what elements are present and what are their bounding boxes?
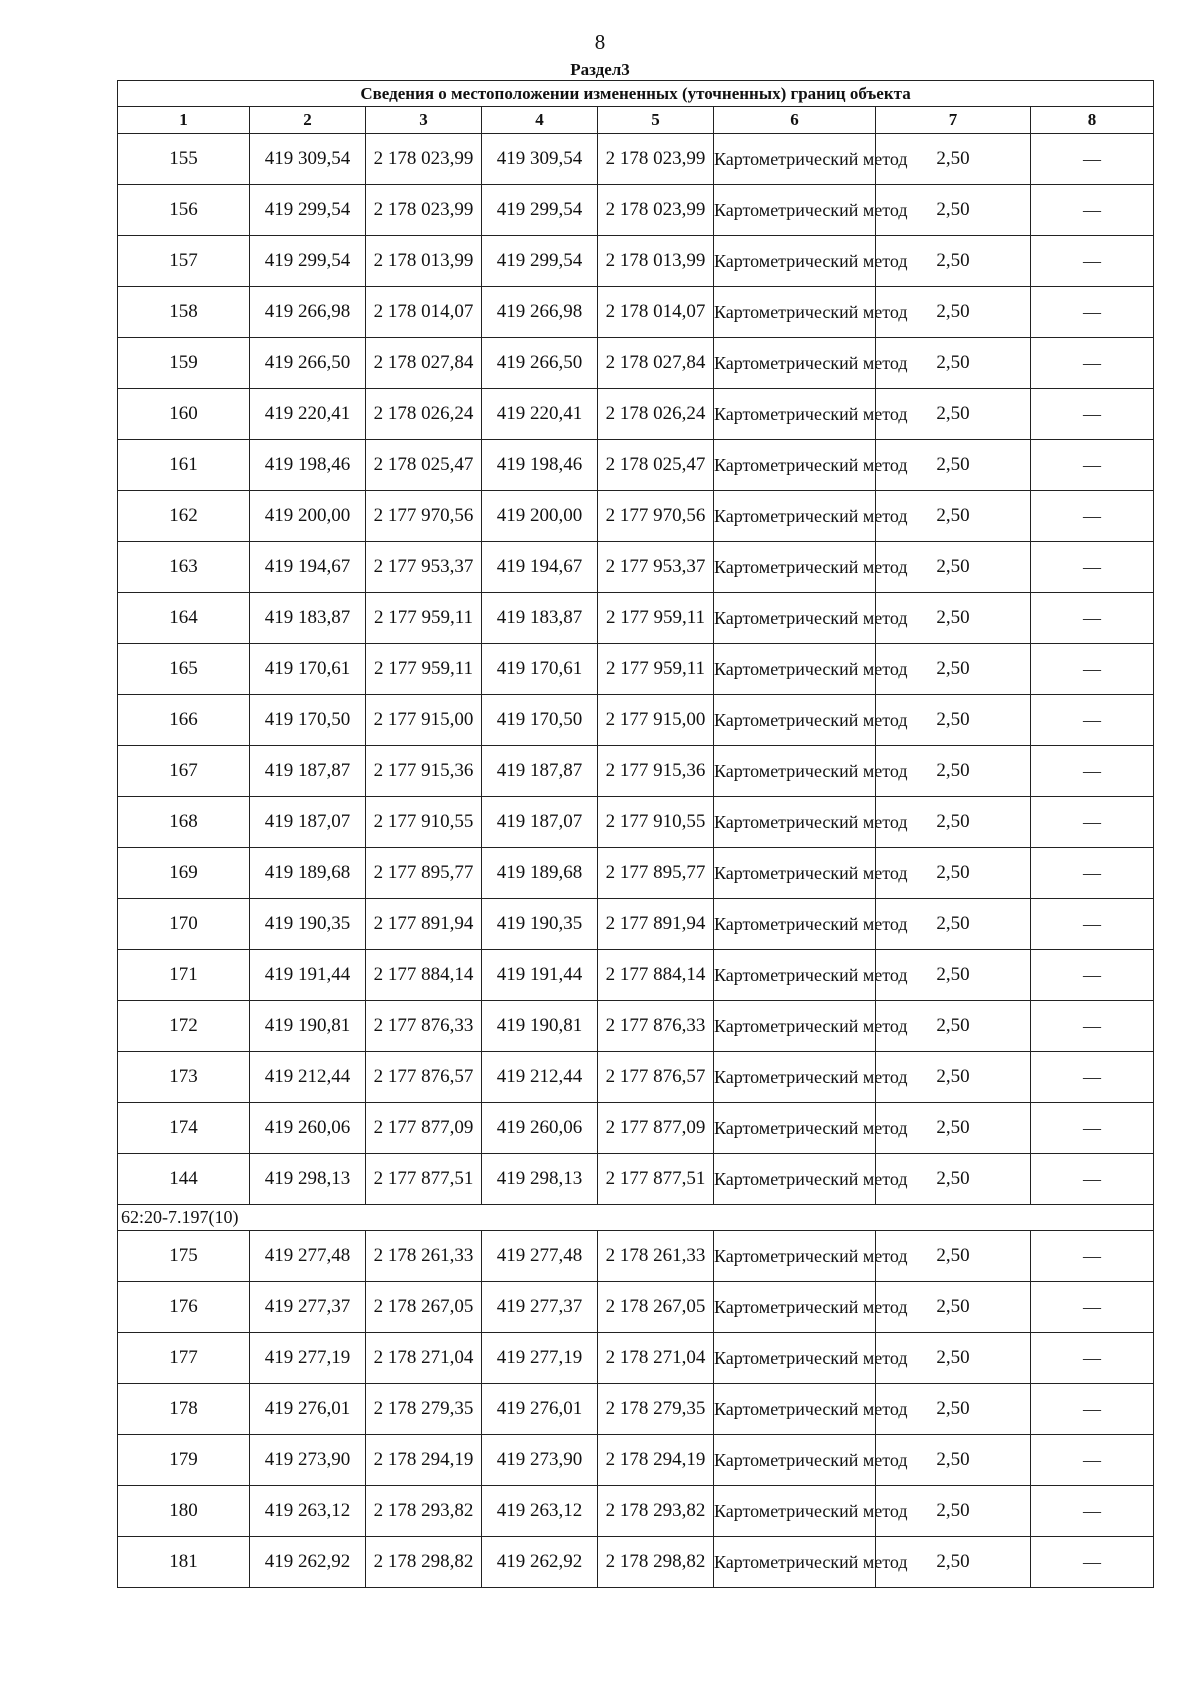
accuracy-cell: 2,50: [876, 1103, 1031, 1154]
point-number-cell: 172: [118, 1001, 250, 1052]
note-cell: —: [1031, 848, 1154, 899]
note-cell: —: [1031, 440, 1154, 491]
method-cell: Картометрический метод: [714, 389, 876, 440]
coordinate-cell: 419 262,92: [250, 1537, 366, 1588]
coordinate-cell: 2 178 014,07: [366, 287, 482, 338]
point-number-cell: 177: [118, 1333, 250, 1384]
point-number-cell: 167: [118, 746, 250, 797]
coordinate-cell: 419 183,87: [250, 593, 366, 644]
table-row: [118, 389, 1154, 440]
accuracy-cell: 2,50: [876, 440, 1031, 491]
coordinate-cell: 419 262,92: [482, 1537, 598, 1588]
accuracy-cell: 2,50: [876, 185, 1031, 236]
coordinate-cell: 2 177 876,57: [598, 1052, 714, 1103]
coordinate-cell: 419 189,68: [250, 848, 366, 899]
table-row: [118, 1001, 1154, 1052]
point-number-cell: 161: [118, 440, 250, 491]
coordinate-cell: 419 190,81: [250, 1001, 366, 1052]
note-cell: —: [1031, 1333, 1154, 1384]
method-cell: Картометрический метод: [714, 746, 876, 797]
method-cell: Картометрический метод: [714, 287, 876, 338]
coordinate-cell: 2 178 023,99: [366, 134, 482, 185]
point-number-cell: 176: [118, 1282, 250, 1333]
cadastral-block-label: 62:20-7.197(10): [118, 1205, 1154, 1231]
coordinate-cell: 2 177 959,11: [598, 644, 714, 695]
column-number: 7: [876, 107, 1031, 134]
coordinate-cell: 419 263,12: [482, 1486, 598, 1537]
method-cell: Картометрический метод: [714, 1486, 876, 1537]
coordinate-cell: 419 220,41: [250, 389, 366, 440]
method-cell: Картометрический метод: [714, 491, 876, 542]
note-cell: —: [1031, 695, 1154, 746]
method-cell: Картометрический метод: [714, 1282, 876, 1333]
coordinate-cell: 419 220,41: [482, 389, 598, 440]
coordinate-cell: 2 178 023,99: [598, 185, 714, 236]
coordinate-cell: 2 178 267,05: [366, 1282, 482, 1333]
coordinate-cell: 2 178 027,84: [598, 338, 714, 389]
point-number-cell: 163: [118, 542, 250, 593]
coordinate-cell: 2 178 026,24: [366, 389, 482, 440]
table-row: [118, 185, 1154, 236]
method-cell: Картометрический метод: [714, 644, 876, 695]
accuracy-cell: 2,50: [876, 491, 1031, 542]
coordinate-cell: 2 177 877,09: [366, 1103, 482, 1154]
column-number: 4: [482, 107, 598, 134]
coordinate-cell: 419 170,61: [482, 644, 598, 695]
accuracy-cell: 2,50: [876, 1486, 1031, 1537]
method-cell: Картометрический метод: [714, 1537, 876, 1588]
note-cell: —: [1031, 542, 1154, 593]
table-row: [118, 1282, 1154, 1333]
coordinate-cell: 2 177 891,94: [598, 899, 714, 950]
note-cell: —: [1031, 1537, 1154, 1588]
accuracy-cell: 2,50: [876, 1154, 1031, 1205]
coordinate-cell: 419 299,54: [250, 236, 366, 287]
coordinate-cell: 2 178 013,99: [598, 236, 714, 287]
coordinate-cell: 419 277,19: [482, 1333, 598, 1384]
note-cell: —: [1031, 950, 1154, 1001]
coordinate-cell: 419 212,44: [250, 1052, 366, 1103]
table-row: [118, 1537, 1154, 1588]
coordinate-cell: 2 177 910,55: [598, 797, 714, 848]
table-row: [118, 287, 1154, 338]
method-cell: Картометрический метод: [714, 695, 876, 746]
table-row: [118, 848, 1154, 899]
coordinate-cell: 2 178 294,19: [598, 1435, 714, 1486]
note-cell: —: [1031, 1154, 1154, 1205]
point-number-cell: 174: [118, 1103, 250, 1154]
column-number: 8: [1031, 107, 1154, 134]
accuracy-cell: 2,50: [876, 1282, 1031, 1333]
coordinate-cell: 2 177 915,00: [366, 695, 482, 746]
coordinate-cell: 419 191,44: [250, 950, 366, 1001]
accuracy-cell: 2,50: [876, 797, 1031, 848]
point-number-cell: 165: [118, 644, 250, 695]
coordinate-cell: 419 276,01: [250, 1384, 366, 1435]
coordinate-cell: 419 260,06: [482, 1103, 598, 1154]
point-number-cell: 166: [118, 695, 250, 746]
section-title: Раздел3: [570, 60, 630, 79]
coordinate-cell: 419 187,87: [250, 746, 366, 797]
coordinate-cell: 419 266,50: [250, 338, 366, 389]
column-number: 1: [118, 107, 250, 134]
note-cell: —: [1031, 1052, 1154, 1103]
table-body: [118, 134, 1154, 1588]
coordinate-cell: 2 178 279,35: [598, 1384, 714, 1435]
coordinate-cell: 2 177 884,14: [366, 950, 482, 1001]
coordinate-cell: 2 178 014,07: [598, 287, 714, 338]
accuracy-cell: 2,50: [876, 848, 1031, 899]
note-cell: —: [1031, 389, 1154, 440]
coordinate-cell: 2 178 023,99: [598, 134, 714, 185]
note-cell: —: [1031, 287, 1154, 338]
coordinate-cell: 419 190,81: [482, 1001, 598, 1052]
coordinate-cell: 2 177 895,77: [366, 848, 482, 899]
point-number-cell: 144: [118, 1154, 250, 1205]
note-cell: —: [1031, 1103, 1154, 1154]
method-cell: Картометрический метод: [714, 1052, 876, 1103]
method-cell: Картометрический метод: [714, 1435, 876, 1486]
coordinate-cell: 2 177 876,33: [598, 1001, 714, 1052]
coordinate-cell: 419 309,54: [482, 134, 598, 185]
method-cell: Картометрический метод: [714, 1103, 876, 1154]
coordinate-cell: 2 177 915,00: [598, 695, 714, 746]
accuracy-cell: 2,50: [876, 1537, 1031, 1588]
column-number: 3: [366, 107, 482, 134]
point-number-cell: 178: [118, 1384, 250, 1435]
coordinate-cell: 419 183,87: [482, 593, 598, 644]
coordinate-cell: 419 266,98: [482, 287, 598, 338]
coordinate-cell: 2 177 877,51: [366, 1154, 482, 1205]
coordinate-cell: 419 273,90: [482, 1435, 598, 1486]
point-number-cell: 162: [118, 491, 250, 542]
note-cell: —: [1031, 797, 1154, 848]
note-cell: —: [1031, 1384, 1154, 1435]
coordinate-cell: 2 178 013,99: [366, 236, 482, 287]
coordinate-cell: 2 178 026,24: [598, 389, 714, 440]
coordinate-cell: 419 200,00: [250, 491, 366, 542]
point-number-cell: 160: [118, 389, 250, 440]
table-row: [118, 797, 1154, 848]
method-cell: Картометрический метод: [714, 1333, 876, 1384]
method-cell: Картометрический метод: [714, 1154, 876, 1205]
coordinate-cell: 2 178 025,47: [366, 440, 482, 491]
method-cell: Картометрический метод: [714, 1384, 876, 1435]
accuracy-cell: 2,50: [876, 1384, 1031, 1435]
accuracy-cell: 2,50: [876, 1052, 1031, 1103]
coordinate-cell: 419 277,19: [250, 1333, 366, 1384]
table-title: Сведения о местоположении измененных (уточненных) границ объекта: [118, 81, 1154, 107]
coordinate-cell: 2 177 876,57: [366, 1052, 482, 1103]
accuracy-cell: 2,50: [876, 134, 1031, 185]
coordinate-cell: 419 170,50: [250, 695, 366, 746]
coordinate-cell: 419 277,48: [250, 1231, 366, 1282]
table-row: [118, 695, 1154, 746]
table-title-row: [118, 81, 1154, 107]
coordinate-cell: 419 260,06: [250, 1103, 366, 1154]
column-number-row: [118, 107, 1154, 134]
coordinate-cell: 2 177 953,37: [366, 542, 482, 593]
method-cell: Картометрический метод: [714, 899, 876, 950]
accuracy-cell: 2,50: [876, 1435, 1031, 1486]
note-cell: —: [1031, 491, 1154, 542]
note-cell: —: [1031, 338, 1154, 389]
group-header-row: [118, 1205, 1154, 1231]
note-cell: —: [1031, 185, 1154, 236]
point-number-cell: 173: [118, 1052, 250, 1103]
coordinate-cell: 419 276,01: [482, 1384, 598, 1435]
coordinate-cell: 2 177 891,94: [366, 899, 482, 950]
column-number: 6: [714, 107, 876, 134]
coordinate-cell: 419 191,44: [482, 950, 598, 1001]
coordinate-cell: 2 178 271,04: [598, 1333, 714, 1384]
coordinate-cell: 2 178 025,47: [598, 440, 714, 491]
accuracy-cell: 2,50: [876, 899, 1031, 950]
table-row: [118, 491, 1154, 542]
accuracy-cell: 2,50: [876, 593, 1031, 644]
method-cell: Картометрический метод: [714, 593, 876, 644]
table-row: [118, 1231, 1154, 1282]
accuracy-cell: 2,50: [876, 746, 1031, 797]
coordinate-cell: 2 178 298,82: [598, 1537, 714, 1588]
method-cell: Картометрический метод: [714, 950, 876, 1001]
point-number-cell: 157: [118, 236, 250, 287]
point-number-cell: 175: [118, 1231, 250, 1282]
method-cell: Картометрический метод: [714, 797, 876, 848]
method-cell: Картометрический метод: [714, 236, 876, 287]
method-cell: Картометрический метод: [714, 338, 876, 389]
method-cell: Картометрический метод: [714, 440, 876, 491]
coordinate-cell: 419 194,67: [482, 542, 598, 593]
coordinate-cell: 419 194,67: [250, 542, 366, 593]
coordinate-cell: 419 190,35: [482, 899, 598, 950]
table-row: [118, 1435, 1154, 1486]
column-number: 2: [250, 107, 366, 134]
table-row: [118, 593, 1154, 644]
coordinate-cell: 2 177 884,14: [598, 950, 714, 1001]
accuracy-cell: 2,50: [876, 950, 1031, 1001]
coordinate-cell: 2 178 267,05: [598, 1282, 714, 1333]
note-cell: —: [1031, 1486, 1154, 1537]
note-cell: —: [1031, 134, 1154, 185]
method-cell: Картометрический метод: [714, 134, 876, 185]
accuracy-cell: 2,50: [876, 695, 1031, 746]
accuracy-cell: 2,50: [876, 644, 1031, 695]
table-row: [118, 1333, 1154, 1384]
coordinate-cell: 419 187,87: [482, 746, 598, 797]
point-number-cell: 180: [118, 1486, 250, 1537]
table-row: [118, 746, 1154, 797]
coordinate-cell: 419 170,61: [250, 644, 366, 695]
coordinate-cell: 419 198,46: [250, 440, 366, 491]
accuracy-cell: 2,50: [876, 389, 1031, 440]
table-row: [118, 1052, 1154, 1103]
coordinate-cell: 2 177 953,37: [598, 542, 714, 593]
method-cell: Картометрический метод: [714, 542, 876, 593]
coordinate-cell: 419 277,48: [482, 1231, 598, 1282]
coordinate-cell: 2 177 895,77: [598, 848, 714, 899]
table-row: [118, 950, 1154, 1001]
coordinate-cell: 2 177 876,33: [366, 1001, 482, 1052]
point-number-cell: 164: [118, 593, 250, 644]
coordinate-cell: 419 187,07: [482, 797, 598, 848]
table-row: [118, 236, 1154, 287]
coordinate-cell: 419 198,46: [482, 440, 598, 491]
coordinate-cell: 2 177 959,11: [598, 593, 714, 644]
point-number-cell: 155: [118, 134, 250, 185]
coordinate-cell: 2 178 279,35: [366, 1384, 482, 1435]
method-cell: Картометрический метод: [714, 1231, 876, 1282]
accuracy-cell: 2,50: [876, 1231, 1031, 1282]
table-row: [118, 1154, 1154, 1205]
table-row: [118, 644, 1154, 695]
note-cell: —: [1031, 746, 1154, 797]
coordinate-cell: 419 266,50: [482, 338, 598, 389]
table-row: [118, 440, 1154, 491]
coordinate-cell: 419 298,13: [250, 1154, 366, 1205]
method-cell: Картометрический метод: [714, 1001, 876, 1052]
point-number-cell: 158: [118, 287, 250, 338]
coordinate-cell: 2 178 293,82: [366, 1486, 482, 1537]
coordinate-cell: 419 190,35: [250, 899, 366, 950]
note-cell: —: [1031, 593, 1154, 644]
coordinate-cell: 419 277,37: [250, 1282, 366, 1333]
coordinate-cell: 2 178 261,33: [366, 1231, 482, 1282]
coordinate-cell: 419 273,90: [250, 1435, 366, 1486]
table-row: [118, 338, 1154, 389]
coordinate-cell: 419 277,37: [482, 1282, 598, 1333]
coordinate-cell: 419 299,54: [482, 185, 598, 236]
coordinate-cell: 419 298,13: [482, 1154, 598, 1205]
column-number: 5: [598, 107, 714, 134]
coordinate-cell: 2 177 959,11: [366, 644, 482, 695]
note-cell: —: [1031, 644, 1154, 695]
coordinate-cell: 419 263,12: [250, 1486, 366, 1537]
method-cell: Картометрический метод: [714, 185, 876, 236]
coordinate-cell: 2 177 877,09: [598, 1103, 714, 1154]
coordinate-cell: 419 299,54: [250, 185, 366, 236]
coordinate-cell: 419 299,54: [482, 236, 598, 287]
coordinate-cell: 419 170,50: [482, 695, 598, 746]
accuracy-cell: 2,50: [876, 236, 1031, 287]
accuracy-cell: 2,50: [876, 1001, 1031, 1052]
coordinate-cell: 2 178 271,04: [366, 1333, 482, 1384]
table-row: [118, 134, 1154, 185]
coordinate-cell: 2 177 915,36: [366, 746, 482, 797]
table-row: [118, 899, 1154, 950]
point-number-cell: 159: [118, 338, 250, 389]
point-number-cell: 171: [118, 950, 250, 1001]
coordinate-cell: 419 266,98: [250, 287, 366, 338]
coordinate-cell: 2 178 023,99: [366, 185, 482, 236]
accuracy-cell: 2,50: [876, 338, 1031, 389]
accuracy-cell: 2,50: [876, 1333, 1031, 1384]
coordinate-cell: 2 178 294,19: [366, 1435, 482, 1486]
coordinate-cell: 2 178 293,82: [598, 1486, 714, 1537]
coordinate-cell: 419 309,54: [250, 134, 366, 185]
point-number-cell: 179: [118, 1435, 250, 1486]
table-row: [118, 1103, 1154, 1154]
note-cell: —: [1031, 236, 1154, 287]
coordinate-cell: 2 177 959,11: [366, 593, 482, 644]
table-row: [118, 542, 1154, 593]
accuracy-cell: 2,50: [876, 542, 1031, 593]
page-number: 8: [594, 30, 606, 54]
note-cell: —: [1031, 1282, 1154, 1333]
coordinate-cell: 419 189,68: [482, 848, 598, 899]
coordinate-cell: 2 177 970,56: [598, 491, 714, 542]
accuracy-cell: 2,50: [876, 287, 1031, 338]
coordinate-cell: 2 177 877,51: [598, 1154, 714, 1205]
coordinate-cell: 2 177 910,55: [366, 797, 482, 848]
method-cell: Картометрический метод: [714, 848, 876, 899]
coordinate-cell: 2 177 970,56: [366, 491, 482, 542]
table-row: [118, 1486, 1154, 1537]
note-cell: —: [1031, 1435, 1154, 1486]
point-number-cell: 156: [118, 185, 250, 236]
point-number-cell: 170: [118, 899, 250, 950]
point-number-cell: 181: [118, 1537, 250, 1588]
coordinate-cell: 419 187,07: [250, 797, 366, 848]
note-cell: —: [1031, 1231, 1154, 1282]
coordinate-cell: 2 178 298,82: [366, 1537, 482, 1588]
point-number-cell: 168: [118, 797, 250, 848]
note-cell: —: [1031, 1001, 1154, 1052]
boundary-coordinates-table: [117, 80, 1154, 1588]
point-number-cell: 169: [118, 848, 250, 899]
coordinate-cell: 419 212,44: [482, 1052, 598, 1103]
coordinate-cell: 2 177 915,36: [598, 746, 714, 797]
note-cell: —: [1031, 899, 1154, 950]
coordinate-cell: 2 178 261,33: [598, 1231, 714, 1282]
coordinate-cell: 2 178 027,84: [366, 338, 482, 389]
coordinate-cell: 419 200,00: [482, 491, 598, 542]
table-row: [118, 1384, 1154, 1435]
